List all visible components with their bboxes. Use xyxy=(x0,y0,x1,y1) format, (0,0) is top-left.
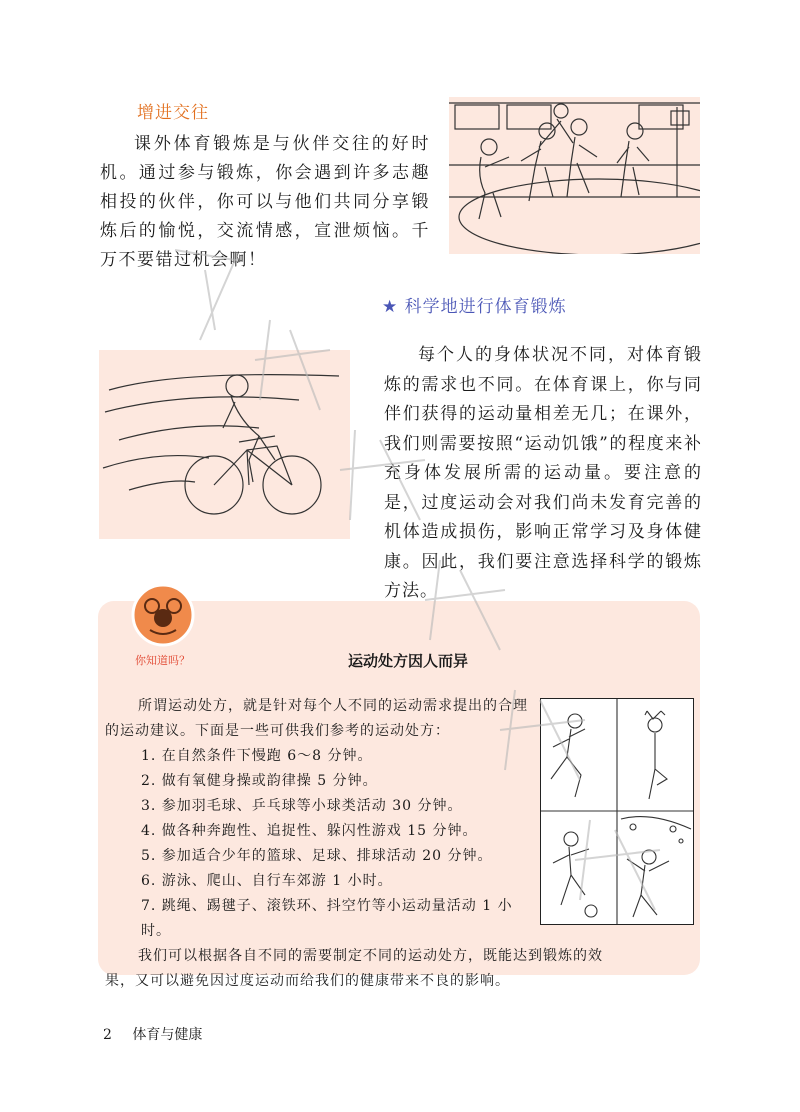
box-intro: 所谓运动处方，就是针对每个人不同的运动需求提出的合理的运动建议。下面是一些可供我们参考的运动处方： xyxy=(105,698,528,739)
exercise-grid-illustration xyxy=(540,698,694,925)
list-item: 2. 做有氧健身操或韵律操 5 分钟。 xyxy=(141,773,378,789)
page-footer xyxy=(103,1024,202,1044)
list-item: 6. 游泳、爬山、自行车郊游 1 小时。 xyxy=(141,873,393,889)
did-you-know-badge-icon xyxy=(128,580,198,650)
box-body xyxy=(105,694,603,994)
box-title xyxy=(0,650,800,671)
list-item: 4. 做各种奔跑性、追捉性、躲闪性游戏 15 分钟。 xyxy=(141,823,478,839)
cyclist-illustration xyxy=(99,350,350,539)
list-item: 1. 在自然条件下慢跑 6～8 分钟。 xyxy=(141,748,373,764)
list-item: 7. 跳绳、踢毽子、滚铁环、抖空竹等小运动量活动 1 小时。 xyxy=(141,898,513,939)
list-item: 5. 参加适合少年的篮球、足球、排球活动 20 分钟。 xyxy=(141,848,493,864)
box-title-text: 运动处方因人而异 xyxy=(347,652,468,670)
page-number: 2 xyxy=(103,1027,112,1043)
box-closing: 我们可以根据各自不同的需要制定不同的运动处方，既能达到锻炼的效果，又可以避免因过度运动而给我们的健康带来不良的影响。 xyxy=(105,948,603,989)
section-paragraph-science: 每个人的身体状况不同，对体育锻炼的需求也不同。在体育课上，你与同伴们获得的运动量相差无几；在课外，我们则需要按照“运动饥饿”的程度来补充身体发展所需的运动量。要注意的是，过度运动会对我们尚未发育完善的机体造成损伤，影响正常学习及身体健康。因此，我们要注意选择科学的锻炼方法。 xyxy=(384,345,702,601)
did-you-know-label: 你知道吗？ xyxy=(135,654,190,667)
list-item: 3. 参加羽毛球、乒乓球等小球类活动 30 分钟。 xyxy=(141,798,463,814)
section-heading-science: ★ 科学地进行体育锻炼 xyxy=(382,297,567,317)
volleyball-illustration xyxy=(449,97,700,254)
book-title: 体育与健康 xyxy=(132,1027,203,1043)
section-paragraph-social: 课外体育锻炼是与伙伴交往的好时机。通过参与锻炼，你会遇到许多志趣相投的伙伴，你可以与他们共同分享锻炼后的愉悦，交流情感，宣泄烦恼。千万不要错过机会啊！ xyxy=(100,134,430,270)
section-heading-social: 增进交往 xyxy=(137,103,209,123)
